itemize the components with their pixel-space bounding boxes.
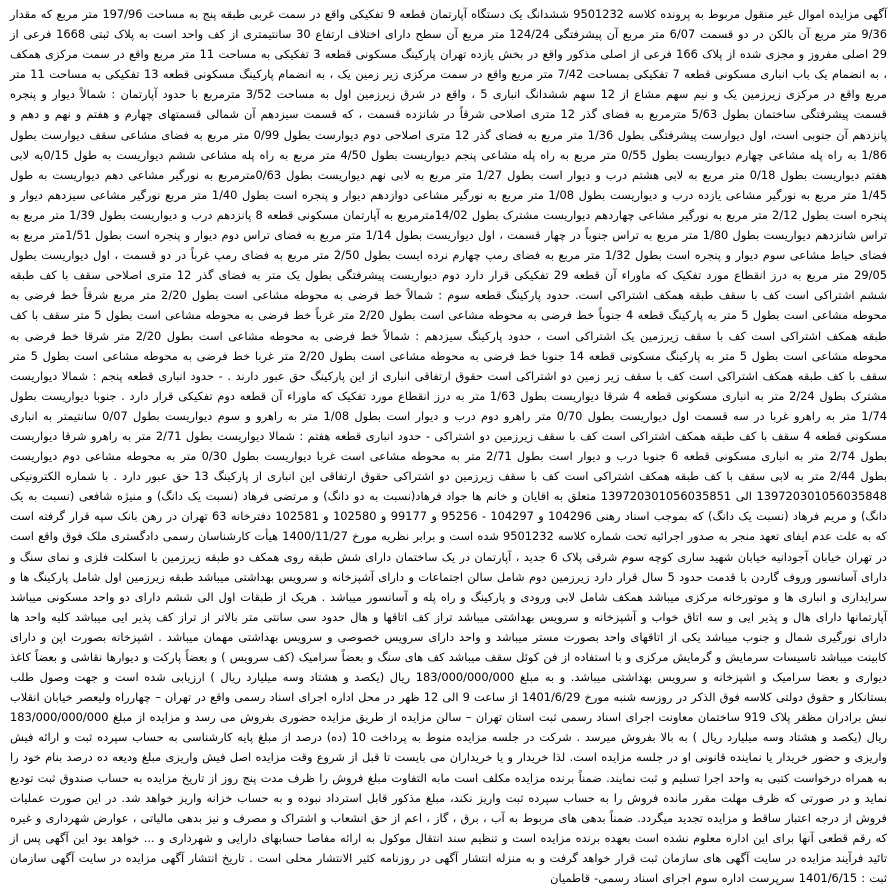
auction-notice-text: آگهی مزایده اموال غیر منقول مربوط به پرونده کلاسه 9501232 ششدانگ یک دستگاه آپارتمان قطعه 9 تفکیکی واقع در سمت غربی طبقه پنج به مساحت 197/96 متر مربع که مقدار 9/36 متر مربع آن بالکن در دو قسمت 6/07 متر مربع آن پیشرفتگی 124/24 متر مربع آن سطح دارای اختلاف ارتفاع 30 سانتیمتری از کف واحد است به پلاک ثبتی 1668 فرعی از 29 اصلی مفروز و مجزی شده از پلاک 166 فرعی از اصلی مذکور واقع در بخش یازده تهران پارکینگ مسکونی قطعه 3 تفکیکی به مساحت 11 متر مربع واقع در سمت مرکزی همکف ، به انضمام یک باب انباری مسکونی قطعه 7 تفکیکی بمساحت 7/42 متر مربع واقع در سمت مرکزی زیر زمین یک ، به انضمام پارکینگ مسکونی قطعه 13 تفکیکی به مساحت 11 متر مربع واقع در مرکزی زیرزمین یک و نیم سهم مشاع از 12 سهم ششدانگ انباری 5 ، واقع در شرق زیرزمین اول به مساحت 3/52 مترمربع با حدود آپارتمان : شمالاً دیوار و پنجره قسمت پیشرفتگی ساختمان بطول 5/63 مترمربع به فضای گذر 12 متری اصلاحی شرقاً در شانزده قسمت ، که قسمت سیزدهم آن شمالی قسمتهای چهارم و هفتم و نهم و دهم و پانزدهم آن جنوبی است، اول دیوارست پیشرفتگی بطول 1/36 متر مربع به فضای گذر 12 متری اصلاحی دوم دیوارست بطول 0/99 متر مربع به فضای مشاعی سقف دیوارست بطول 1/86 به راه پله مشاعی چهارم دیواریست بطول 0/55 متر مربع به راه پله مشاعی پنجم دیواریست بطول 4/50 متر مربع به راه پله مشاعی ششم دیواریست به طول 0/15به لابی هفتم دیواریست بطول 0/18 متر مربع به لابی هشتم درب و دیوار است بطول 1/27 متر مربع به لابی نهم دیواریست بطول 0/63مترمربع به نورگیر مشاعی دهم دیواریست به طول 1/45 متر مربع به نورگیر مشاعی یازده درب و دیواریست بطول 1/08 متر مربع به نورگیر مشاعی دوازدهم دیوار و پنجره است بطول 1/40 متر مربع نورگیر مشاعی سیزدهم دیوار و پنجره است بطول 2/12 متر مربع به نورگیر مشاعی چهاردهم دیواریست مشترک بطول 14/02مترمربع به آپارتمان مسکونی قطعه 8 پانزدهم درب و دیواریست بطول 1/39 متر مربع به تراس شانزدهم دیواریست بطول 1/80 متر مربع به تراس جنوباً در چهار قسمت ، اول دیواریست بطول 1/14 متر مربع به فضای تراس دوم دیوار و پنجره است بطول 1/51متر مربع به فضای حیاط مشاعی سوم دیوار و پنجره است بطول 1/32 متر مربع به فضای رمپ چهارم نرده ایست بطول 2/50 متر مربع به فضای رمپ غرباً در دو قسمت ، اول دیواریست بطول 29/05 متر مربع به درز انقطاع مورد تفکیک که ماوراء آن قطعه 29 تفکیکی قرار دارد دوم دیواریست پیشرفتگی بطول یک متر به فضای گذر 12 متری اصلاحی سقف با کف طبقه ششم اشتراکی است کف با سقف طبقه همکف اشتراکی است. حدود پارکینگ قطعه سوم : شمالاً خط فرضی به محوطه مشاعی است بطول 2/20 متر مربع شرقاً خط فرضی به محوطه مشاعی است بطول 5 متر به پارکینگ قطعه 4 جنوباً خط فرضی به محوطه مشاعی است بطول 2/20 متر غرباً خط فرضی به محوطه مشاعی است بطول 5 متر سقف با کف طبقه همکف اشتراکی است کف با سقف زیرزمین یک اشتراکی است ، حدود پارکینگ سیزدهم : شمالاً خط فرضی به محوطه مشاعی است بطول 2/20 متر شرقا خط فرضی به محوطه مشاعی است بطول 5 متر به پارکینگ مسکونی قطعه 14 جنوبا خط فرضی به محوطه مشاعی است بطول 2/20 متر غربا خط فرضی به محوطه مشاعی است بطول 5 متر سقف با کف طبقه همکف اشتراکی است کف با سقف زیر زمین دو اشتراکی است حقوق ارتفاقی انباری از این پارکینگ حق عبور دارند . - حدود انباری قطعه پنجم : شمالا دیواریست مشترک بطول 2/24 متر به انباری مسکونی قطعه 4 شرقا دیواریست بطول 1/63 متر به درز انقطاع مورد تفکیک که ماوراء آن قطعه دوم تفکیکی قرار دارد . جنوبا دیواریست بطول 1/74 متر به راهرو غربا در سه قسمت اول دیواریست بطول 0/70 متر راهرو دوم درب و دیوار است بطول 1/08 متر به راهرو و سوم دیواریست بطول 0/07 سانتیمتر به انباری مسکونی قطعه 4 سقف با کف طبقه همکف اشتراکی است کف با سقف زیرزمین دو اشتراکی - حدود انباری قطعه هفتم : شمالا دیواریست بطول 2/71 متر به راهرو شرقا دیواریست بطول 2/74 متر به انباری مسکونی قطعه 6 جنوبا درب و دیوار است بطول 2/71 متر به محوطه مشاعی است غربا دیواریست بطول 0/30 متر به محوطه مشاعی دوم دیواریست بطول 2/44 متر به لابی سقف با کف طبقه همکف اشتراکی است کف با سقف زیرزمین دو اشتراکی حقوق ارتفاقی این انباری از پارکینگ 13 حق عبور دارد . با شماره الکترونیکی 139720301056035848 الی 139720301056035851 متعلق به اقایان و خانم ها جواد فرهاد(نسبت به دو دانگ) و مرتضی فرهاد (نسبت یک دانگ) و منیژه شافعی (نسبت به یک دانگ) و مریم فرهاد (نسبت یک دانگ) که بموجب اسناد رهنی 104296 و 104297 - 95256 و 99177 و 102580 و 102581 دفترخانه 63 تهران در رهن بانک سپه قرار گرفته است که به علت عدم ایفای تعهد منجر به صدور اجرائیه تحت شماره کلاسه 9501232 شده است و برابر نظریه مورخ 1400/11/27 هیأت کارشناسان رسمی دادگستری ملک فوق واقع است در تهران خیابان آجودانیه خیابان شهید ساری کوچه سوم شرقی پلاک 6 جدید ، آپارتمان در یک ساختمان دارای شش طبقه روی همکف دو طبقه زیرزمین با اسکلت فلزی و نمای سنگ و دارای آسانسور وروف گاردن با قدمت حدود 5 سال قرار دارد زیرزمین دوم شامل سالن اجتماعات و دارای آشپزخانه و سرویس بهداشتی میباشد طبقه زیرزمین اول شامل پارکینگ ها و سرایداری و انباری ها و موتورخانه مرکزی میباشد همکف شامل لابی ورودی و پارکینگ و راه پله و آسانسور میباشد . هریک از طبقات اول الی ششم دارای دو واحد مسکونی میباشد آپارتمانها دارای هال و پذیر ایی و سه اتاق خواب و آشپزخانه و سرویس بهداشتی میباشد تراز کف اتاقها و هال حدود سی سانتی متر بالاتر از تراز کف پذیر ایی میباشد کلیه واحد ها دارای نورگیری شمال و جنوب میباشد یکی از اتاقهای واحد بصورت مستر میباشد و واحد دارای سرویس خصوصی و سرویس بهداشتی مهمان میباشد . اشپزخانه بصورت اپن و دارای کابینت میباشد تاسیسات سرمایش و گرمایش مرکزی و با استفاده از فن کوئل سقف میباشد کف های سنگ و بعضاً سرامیک (کف سرویس ) و بعضاً پارکت و دیوارها نقاشی و بعضاً کاغذ دیواری و بعضا سرامیک و اشپزخانه و سرویس بهداشتی میباشد. و به مبلغ 183/000/000/000 ریال (یکصد و هشتاد وسه میلیارد ریال ) ارزیابی شده است و جهت وصول طلب بستانکار و حقوق دولتی کلاسه فوق الذکر در روزسه شنبه مورخ 1401/6/29 از ساعت 9 الی 12 ظهر در محل اداره اجرای اسناد رسمی واقع در تهران – چهارراه ولیعصر خیابان انقلاب نبش برادران مظفر پلاک 919 ساختمان معاونت اجرای اسناد رسمی ثبت استان تهران – سالن مزایده از طریق مزایده حضوری بفروش می رسد و مزایده از مبلغ 183/000/000/000 ریال (یکصد و هشتاد وسه میلیارد ریال ) به بالا بفروش میرسد . شرکت در جلسه مزایده منوط به پرداخت 10 (ده) درصد از مبلغ پایه کارشناسی به حساب سپرده ثبت و ارائه فیش واریزی و حضور خریدار یا نماینده قانونی او در جلسه مزایده است. لذا خریدار و یا خریداران می بایست تا قبل از شروع وقت مزایده اصل فیش واریزی مبلغ ودیعه ده درصد بنام خود را به همراه درخواست کتبی به واحد اجرا تسلیم و ثبت نمایند. ضمناً برنده مزایده مکلف است مابه التفاوت مبلغ فروش را ظرف مدت پنج روز از تاریخ مزایده به حساب صندوق ثبت تودیع نماید و در صورتی که ظرف مهلت مقرر مانده فروش را به حساب سپرده ثبت واریز نکند، مبلغ مذکور قابل استرداد نبوده و به حساب خزانه واریز خواهد شد. در این صورت عملیات فروش از درجه اعتبار ساقط و مزایده تجدید میگردد. ضمناً بدهی های مربوط به آب ، برق ، گاز ، اعم از حق انشعاب و اشتراک و مصرف و نیز بدهی مالیاتی ، عوارض شهرداری و غیره که رقم قطعی آنها برای این اداره معلوم نشده است بعهده برنده مزایده است و تنظیم سند انتقال موکول به ارائه مفاصا حسابهای دارایی و شهرداری و ... خواهد بود این آگهی پس از تائید فرآیند مزایده در سایت آگهی های سازمان ثبت قرار خواهد گرفت و به منزله انتشار آگهی در روزنامه کثیر الانتشار محلی است . تاریخ انتشار آگهی مزایده در سایت آگهی سازمان ثبت : 1401/6/15 سرپرست اداره سوم اجرای اسناد رسمی- قاطمیان — [10, 7, 888, 886]
